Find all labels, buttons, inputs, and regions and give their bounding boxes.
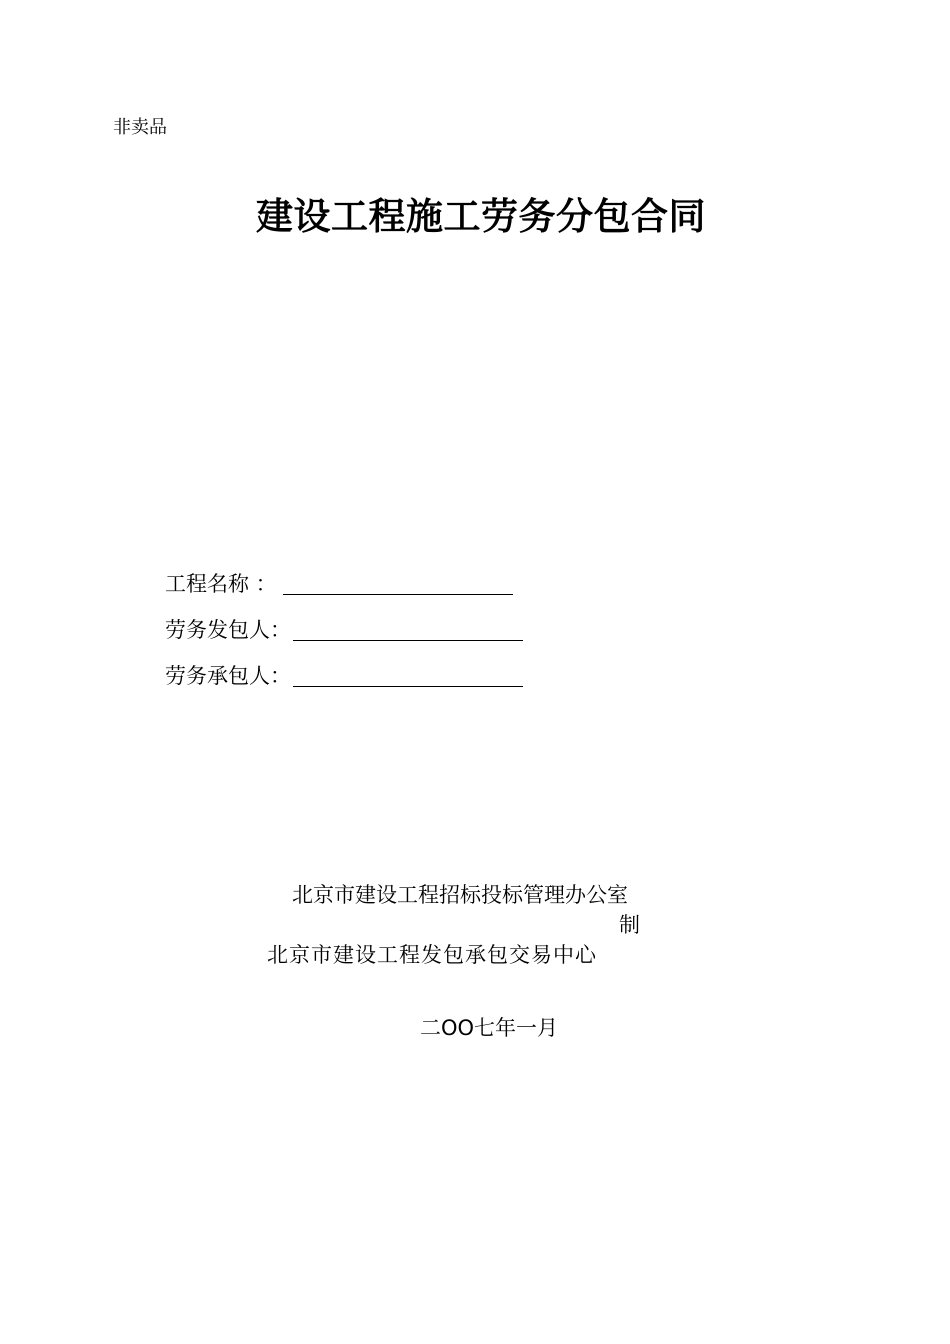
contractor-field [165, 660, 523, 690]
issue-date: 二OO七年一月 [420, 1016, 559, 1040]
made-by-label: 制 [619, 913, 640, 937]
contractor-blank[interactable] [293, 662, 523, 687]
not-for-sale-label: 非卖品 [113, 117, 167, 138]
contractor-label: 劳务承包人： [165, 664, 291, 688]
issuer-org-2: 北京市建设工程发包承包交易中心 [267, 943, 597, 967]
employer-label: 劳务发包人： [165, 618, 291, 642]
employer-blank[interactable] [293, 616, 523, 641]
project-name-label: 工程名称 ： [165, 572, 277, 596]
project-name-blank[interactable] [283, 570, 513, 595]
employer-field [165, 614, 523, 644]
issuer-org-1: 北京市建设工程招标投标管理办公室 [292, 883, 628, 907]
document-title: 建设工程施工劳务分包合同 [256, 195, 706, 238]
project-name-field [165, 568, 513, 598]
